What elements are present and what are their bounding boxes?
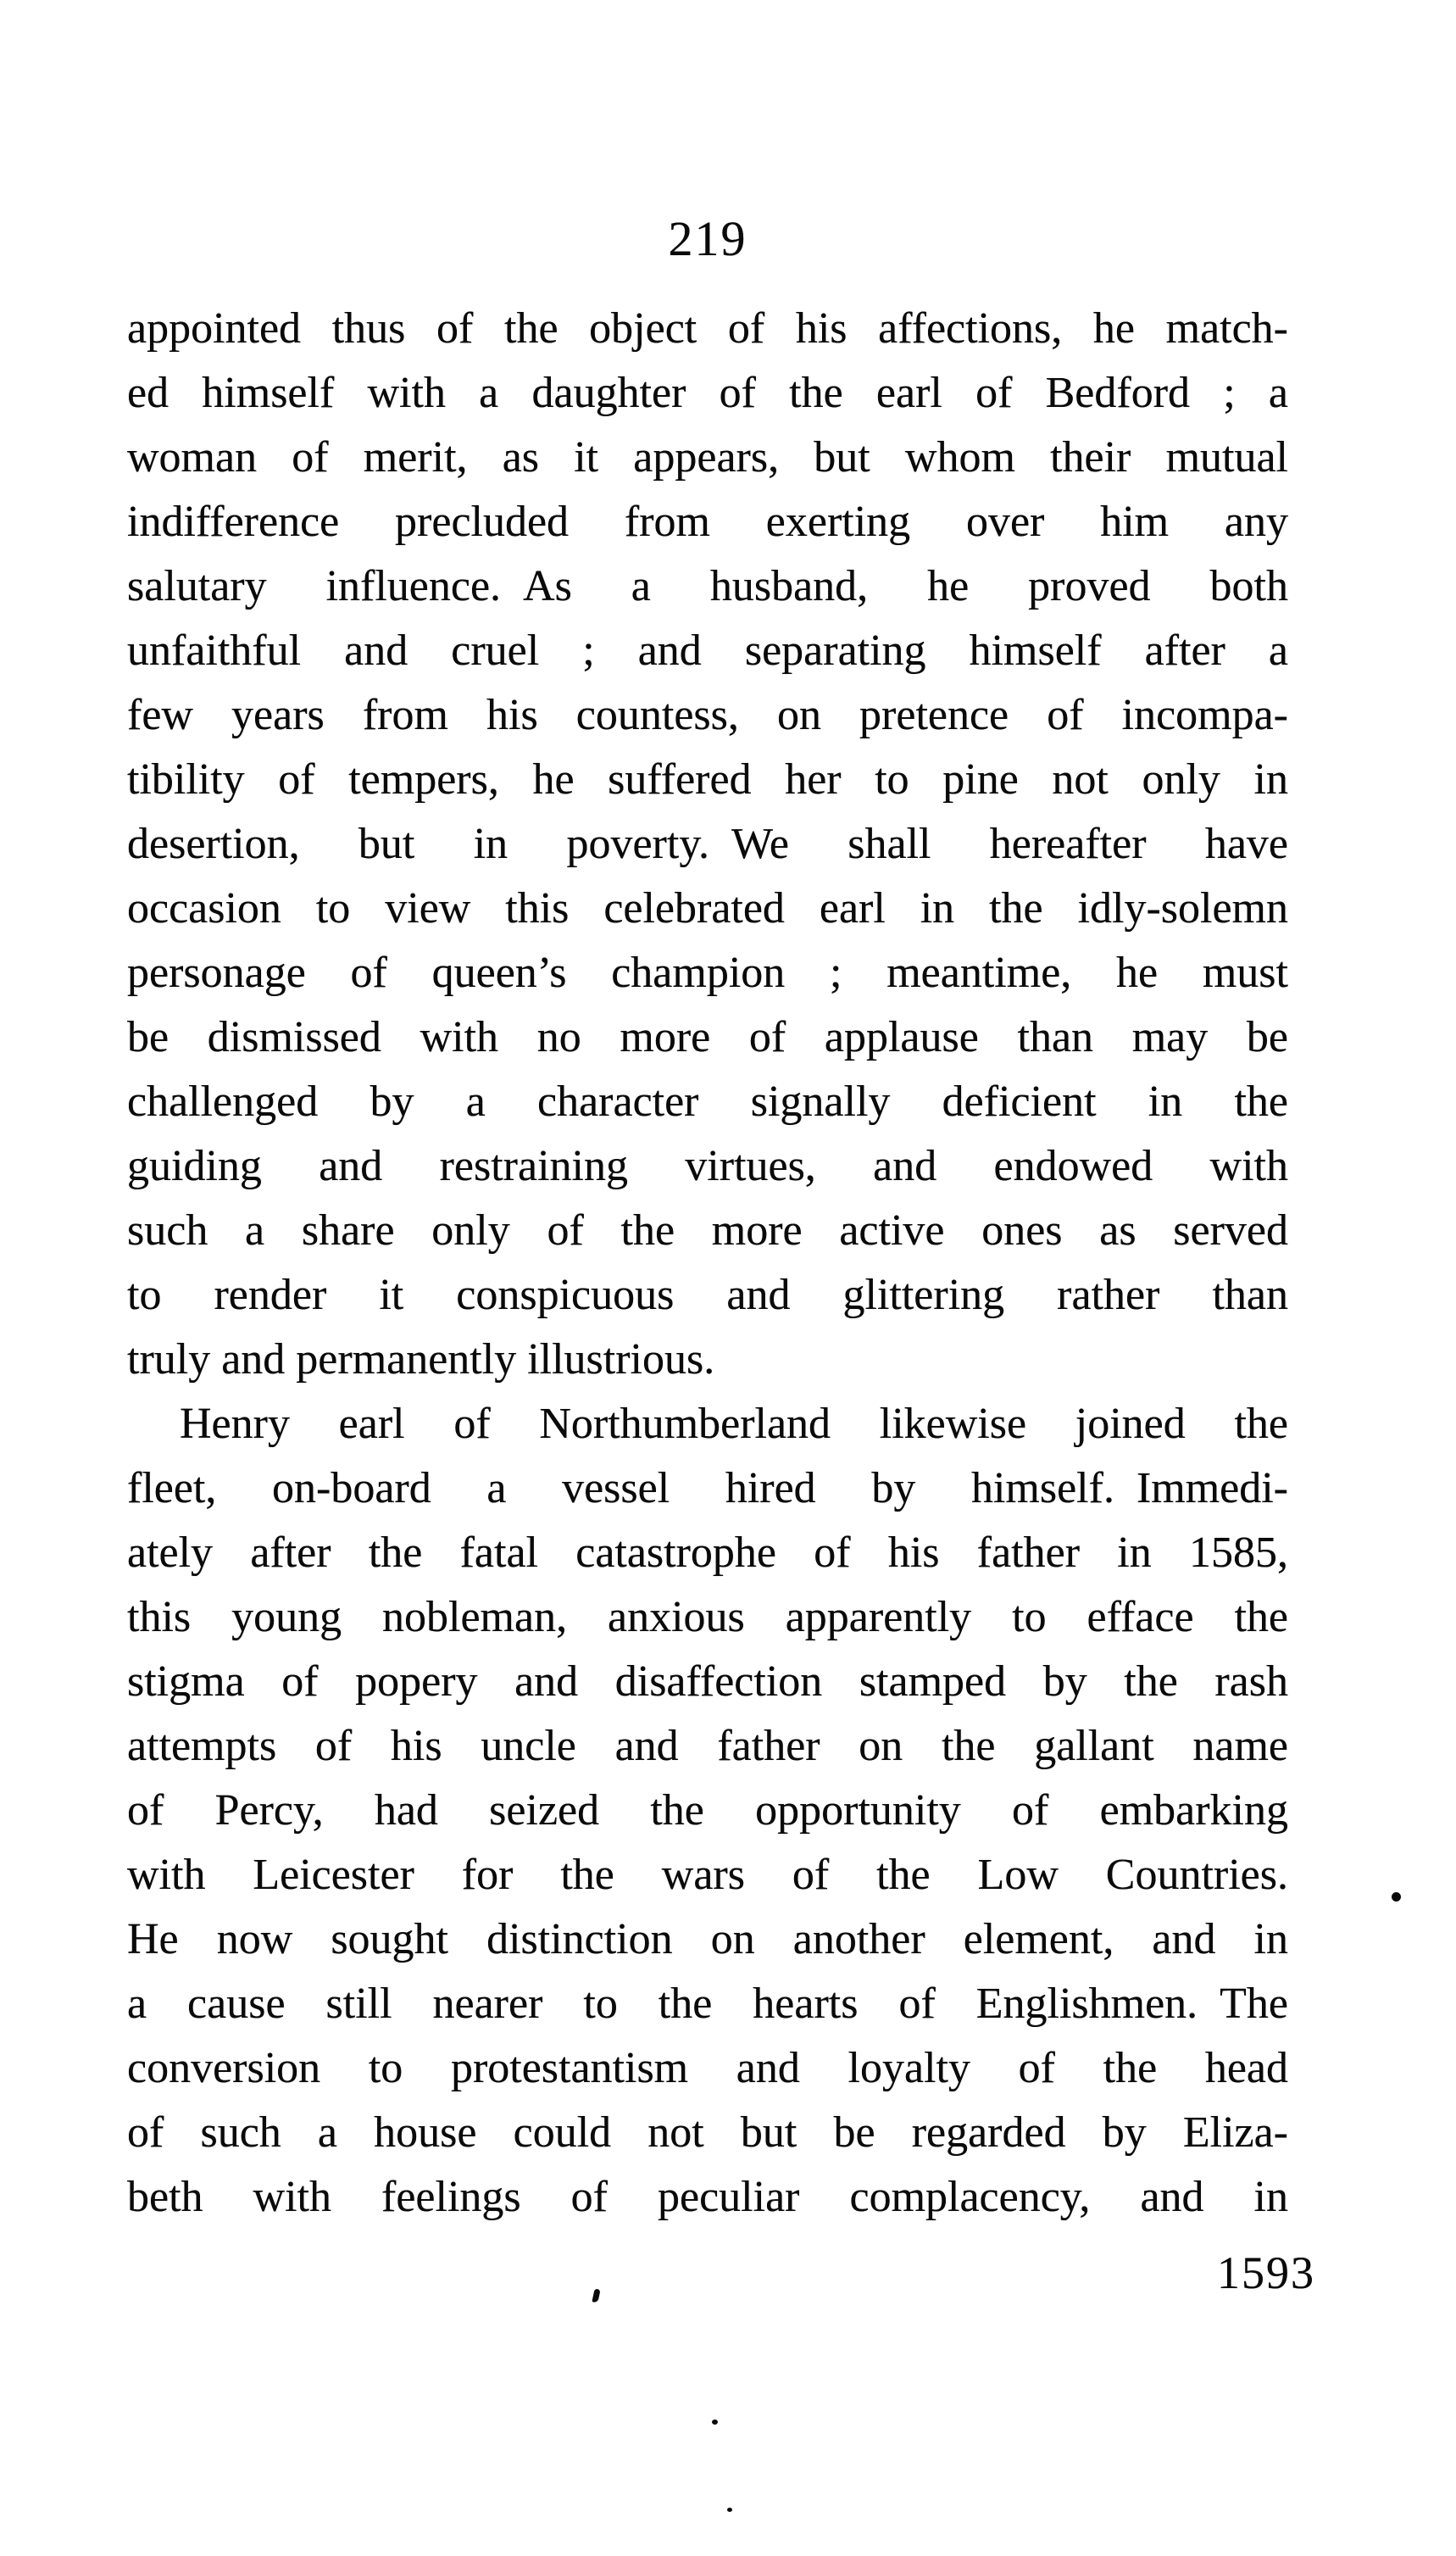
text-line: challenged by a character signally deficient in the xyxy=(127,1078,1288,1126)
text-line: tibility of tempers, he suffered her to pine not only in xyxy=(127,755,1288,804)
text-line: conversion to protestantism and loyalty of the head xyxy=(127,2044,1288,2092)
text-line: with Leicester for the wars of the Low Countries. xyxy=(127,1851,1288,1899)
ink-speck-icon xyxy=(1392,1892,1401,1902)
text-line: desertion, but in poverty. We shall hereafter have xyxy=(127,820,1288,868)
text-line: ately after the fatal catastrophe of his father in 1585, xyxy=(127,1529,1288,1577)
text-line: salutary influence. As a husband, he proved both xyxy=(127,562,1288,610)
text-line: occasion to view this celebrated earl in the idly-solemn xyxy=(127,884,1288,933)
text-line: truly and permanently illustrious. xyxy=(127,1335,715,1384)
catchword-year: 1593 xyxy=(1217,2247,1315,2298)
text-line: unfaithful and cruel ; and separating himself after a xyxy=(127,626,1288,675)
text-line: a cause still nearer to the hearts of Englishmen. The xyxy=(127,1980,1288,2028)
text-line: appointed thus of the object of his affections, he match- xyxy=(127,304,1288,353)
ink-speck-icon xyxy=(712,2420,718,2425)
text-line: attempts of his uncle and father on the gallant name xyxy=(127,1722,1288,1770)
text-line: indifference precluded from exerting over him any xyxy=(127,498,1288,546)
page-number: 219 xyxy=(668,211,747,266)
text-line: woman of merit, as it appears, but whom their mutual xyxy=(127,433,1288,482)
text-line: Henry earl of Northumberland likewise joined the xyxy=(180,1400,1288,1448)
text-line: of Percy, had seized the opportunity of embarking xyxy=(127,1786,1288,1835)
text-line: ed himself with a daughter of the earl of Bedford ; a xyxy=(127,369,1288,417)
text-line: to render it conspicuous and glittering rather than xyxy=(127,1271,1288,1319)
text-line: few years from his countess, on pretence of incompa- xyxy=(127,691,1288,739)
body-text-block xyxy=(127,297,1288,2230)
ink-speck-icon xyxy=(592,2288,600,2303)
text-line: He now sought distinction on another element, and in xyxy=(127,1915,1288,1963)
text-line: beth with feelings of peculiar complacency, and in xyxy=(127,2173,1288,2221)
text-line: this young nobleman, anxious apparently to efface the xyxy=(127,1593,1288,1641)
text-line: of such a house could not but be regarded by Eliza- xyxy=(127,2108,1288,2157)
text-line: be dismissed with no more of applause than may be xyxy=(127,1013,1288,1061)
ink-speck-icon xyxy=(727,2508,732,2512)
text-line: fleet, on-board a vessel hired by himself. Immedi- xyxy=(127,1464,1288,1512)
text-line: personage of queen’s champion ; meantime, he must xyxy=(127,949,1288,997)
text-line: such a share only of the more active ones as served xyxy=(127,1206,1288,1255)
text-line: guiding and restraining virtues, and endowed with xyxy=(127,1142,1288,1190)
text-line: stigma of popery and disaffection stamped by the rash xyxy=(127,1657,1288,1706)
